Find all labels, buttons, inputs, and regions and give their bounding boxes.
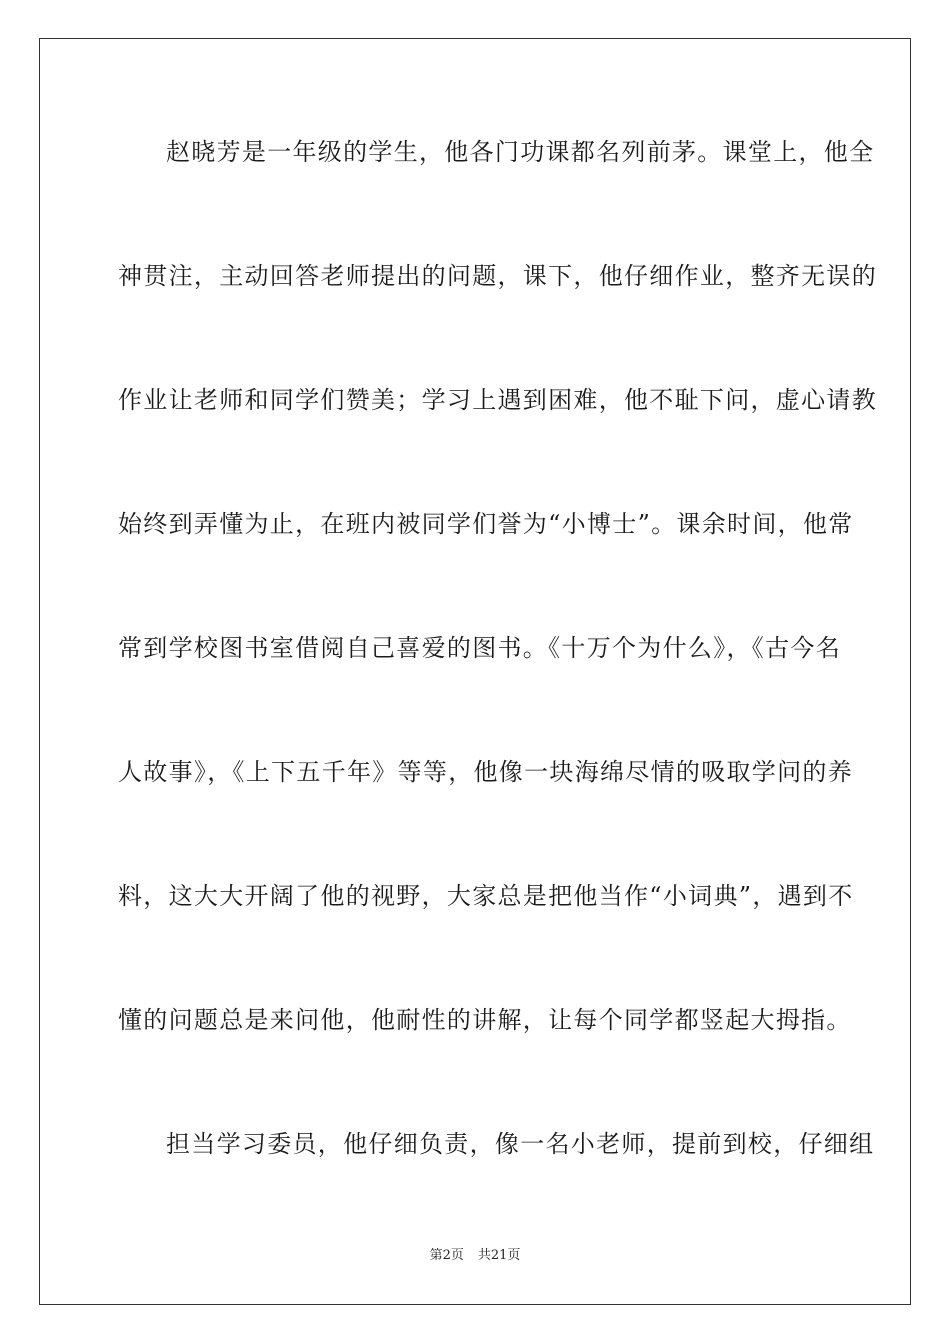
paragraph-1-line-1: 赵晓芳是一年级的学生，他各门功课都名列前茅。课堂上，他全 [166,138,875,166]
page-footer [0,1248,950,1264]
paragraph-1-line-4: 始终到弄懂为止，在班内被同学们誉为“小博士”。课余时间，他常 [118,510,854,538]
paragraph-1-line-8: 懂的问题总是来问他，他耐性的讲解，让每个同学都竖起大拇指。 [118,1006,852,1034]
paragraph-1-line-6: 人故事》，《上下五千年》等等，他像一块海绵尽情的吸取学问的养 [118,758,853,786]
paragraph-2-line-1: 担当学习委员，他仔细负责，像一名小老师，提前到校，仔细组 [166,1130,875,1158]
paragraph-1-line-2: 神贯注，主动回答老师提出的问题，课下，他仔细作业，整齐无误的 [118,262,877,290]
page-number: 第2页 [429,1248,464,1263]
paragraph-1-line-3: 作业让老师和同学们赞美；学习上遇到困难，他不耻下问，虚心请教 [118,386,877,414]
paragraph-1-line-5: 常到学校图书室借阅自己喜爱的图书。《十万个为什么》，《古今名 [118,634,841,662]
page-border [39,38,911,1305]
page-total: 共21页 [477,1248,521,1263]
paragraph-1-line-7: 料，这大大开阔了他的视野，大家总是把他当作“小词典”，遇到不 [118,882,854,910]
